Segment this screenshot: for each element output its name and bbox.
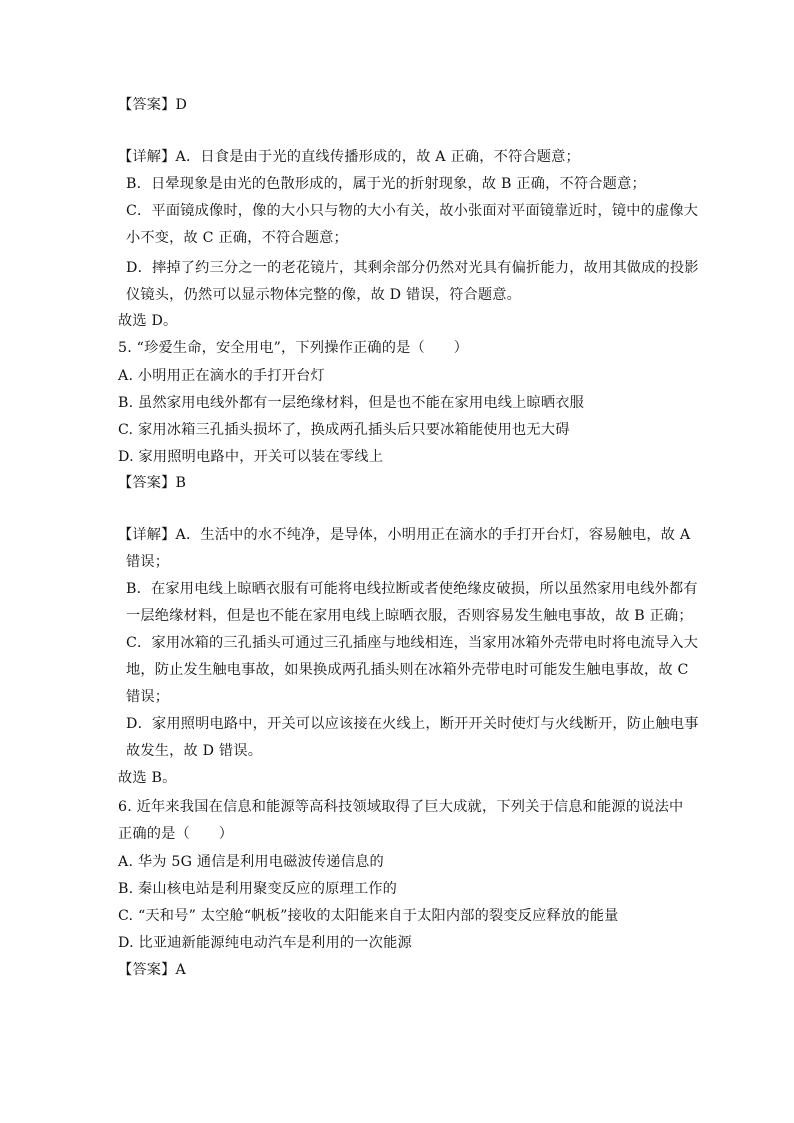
explanation-line: 错误； [126,554,170,570]
explanation-line: C．平面镜成像时，像的大小只与物的大小有关，故小张面对平面镜靠近时，镜中的虚像大 [126,203,699,219]
answer-label: 【答案】D [118,97,188,113]
question-stem: 5. “珍爱生命，安全用电”，下列操作正确的是（ ） [118,340,469,356]
explanation-line: 一层绝缘材料，但是也不能在家用电线上晾晒衣服，否则容易发生触电事故，故 B 正确； [126,608,693,624]
conclusion-line: 故选 B。 [118,770,177,786]
option-a: A. 华为 5G 通信是利用电磁波传递信息的 [118,854,384,870]
explanation-line: B．日晕现象是由光的色散形成的，属于光的折射现象，故 B 正确，不符合题意； [126,176,646,192]
explanation-line: B．在家用电线上晾晒衣服有可能将电线拉断或者使绝缘皮破损，所以虽然家用电线外都有 [126,581,698,597]
answer-label: 【答案】A [118,962,186,978]
explanation-line: 地，防止发生触电事故，如果换成两孔插头则在冰箱外壳带电时可能发生触电事故，故 C [126,662,689,678]
explanation-line: 【详解】A．日食是由于光的直线传播形成的，故 A 正确，不符合题意； [118,149,580,165]
option-c: C. “天和号” 太空舱“帆板”接收的太阳能来自于太阳内部的裂变反应释放的能量 [118,908,619,924]
explanation-line: C．家用冰箱的三孔插头可通过三孔插座与地线相连，当家用冰箱外壳带电时将电流导入大 [126,635,699,651]
option-b: B. 秦山核电站是利用聚变反应的原理工作的 [118,881,398,897]
answer-label: 【答案】B [118,475,187,491]
explanation-line: 错误； [126,689,170,705]
explanation-line: 故发生，故 D 错误。 [126,743,263,759]
conclusion-line: 故选 D。 [118,313,178,329]
explanation-line: D．家用照明电路中，开关可以应该接在火线上，断开开关时使灯与火线断开，防止触电事 [126,716,699,732]
explanation-line: 【详解】A．生活中的水不纯净，是导体，小明用正在滴水的手打开台灯，容易触电，故 A [118,527,691,543]
explanation-line: 仪镜头，仍然可以显示物体完整的像，故 D 错误，符合题意。 [126,287,522,303]
explanation-line: 小不变，故 C 正确，不符合题意； [126,230,348,246]
question-stem: 6. 近年来我国在信息和能源等高科技领域取得了巨大成就，下列关于信息和能源的说法中 [118,799,684,815]
option-b: B. 虽然家用电线外都有一层绝缘材料，但是也不能在家用电线上晾晒衣服 [118,395,585,411]
option-c: C. 家用冰箱三孔插头损坏了，换成两孔插头后只要冰箱能使用也无大碍 [118,422,570,438]
explanation-line: D．摔掉了约三分之一的老花镜片，其剩余部分仍然对光具有偏折能力，故用其做成的投影 [126,260,699,276]
option-a: A. 小明用正在滴水的手打开台灯 [118,368,325,384]
option-d: D. 家用照明电路中，开关可以装在零线上 [118,449,384,465]
question-stem: 正确的是（ ） [118,826,234,842]
option-d: D. 比亚迪新能源纯电动汽车是利用的一次能源 [118,935,412,951]
